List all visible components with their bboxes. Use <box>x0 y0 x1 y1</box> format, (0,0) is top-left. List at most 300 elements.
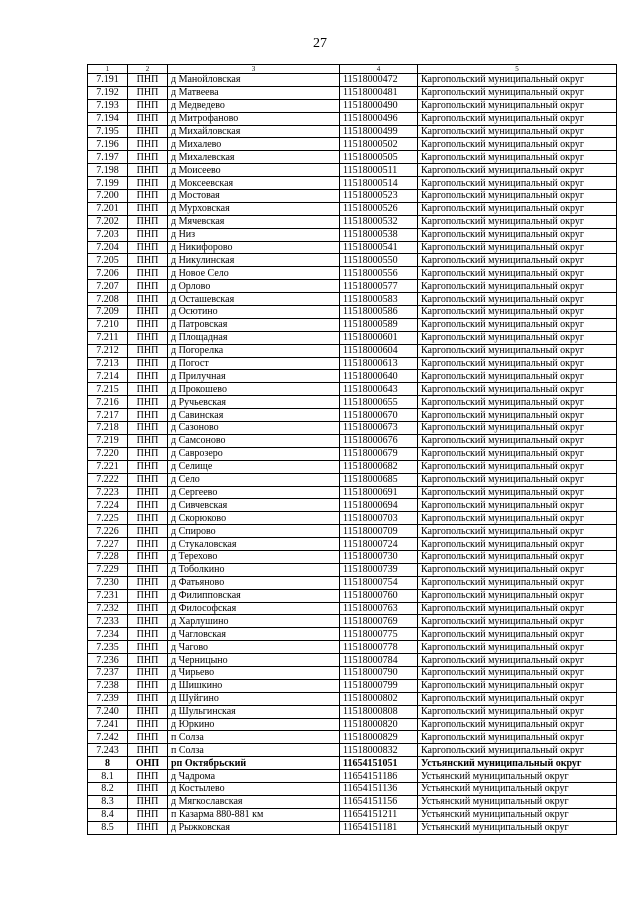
municipal-district-cell: Каргопольский муниципальный округ <box>418 293 617 306</box>
oktmo-code-cell: 11518000820 <box>340 718 418 731</box>
municipal-district-cell: Каргопольский муниципальный округ <box>418 512 617 525</box>
settlement-name-cell: д Философская <box>168 602 340 615</box>
row-number-cell: 7.207 <box>88 280 128 293</box>
oktmo-code-cell: 11518000550 <box>340 254 418 267</box>
settlement-kind-cell: ПНП <box>128 306 168 319</box>
settlement-kind-cell: ПНП <box>128 177 168 190</box>
table-row <box>88 280 617 293</box>
row-number-cell: 7.199 <box>88 177 128 190</box>
municipal-district-cell: Каргопольский муниципальный округ <box>418 679 617 692</box>
municipal-district-cell: Каргопольский муниципальный округ <box>418 473 617 486</box>
oktmo-code-cell: 11518000754 <box>340 576 418 589</box>
oktmo-code-cell: 11654151156 <box>340 795 418 808</box>
settlement-name-cell: д Михайловская <box>168 125 340 138</box>
table-row <box>88 357 617 370</box>
table-row <box>88 318 617 331</box>
settlement-name-cell: д Осютино <box>168 306 340 319</box>
settlement-name-cell: д Скорюково <box>168 512 340 525</box>
settlement-name-cell: д Шишкино <box>168 679 340 692</box>
municipal-district-cell: Каргопольский муниципальный округ <box>418 267 617 280</box>
oktmo-code-cell: 11518000490 <box>340 99 418 112</box>
settlement-kind-cell: ПНП <box>128 731 168 744</box>
municipal-district-cell: Каргопольский муниципальный округ <box>418 705 617 718</box>
table-row <box>88 705 617 718</box>
settlement-name-cell: д Погост <box>168 357 340 370</box>
municipal-district-cell: Каргопольский муниципальный округ <box>418 241 617 254</box>
settlement-kind-cell: ПНП <box>128 190 168 203</box>
settlement-kind-cell: ПНП <box>128 821 168 834</box>
settlement-name-cell: д Моисеево <box>168 164 340 177</box>
row-number-cell: 7.214 <box>88 370 128 383</box>
settlement-name-cell: д Саврозеро <box>168 447 340 460</box>
row-number-cell: 7.221 <box>88 460 128 473</box>
settlement-name-cell: д Мягкославская <box>168 795 340 808</box>
settlement-name-cell: д Прилучная <box>168 370 340 383</box>
municipal-district-cell: Каргопольский муниципальный округ <box>418 370 617 383</box>
oktmo-code-cell: 11654151186 <box>340 770 418 783</box>
oktmo-code-cell: 11518000679 <box>340 447 418 460</box>
row-number-cell: 7.215 <box>88 383 128 396</box>
municipal-district-cell: Устьянский муниципальный округ <box>418 795 617 808</box>
row-number-cell: 7.195 <box>88 125 128 138</box>
settlement-name-cell: д Чадрома <box>168 770 340 783</box>
settlement-name-cell: д Орлово <box>168 280 340 293</box>
settlement-kind-cell: ПНП <box>128 254 168 267</box>
settlement-kind-cell: ПНП <box>128 396 168 409</box>
row-number-cell: 7.218 <box>88 422 128 435</box>
settlement-name-cell: п Солза <box>168 731 340 744</box>
table-row <box>88 370 617 383</box>
row-number-cell: 7.241 <box>88 718 128 731</box>
settlement-name-cell: д Чагово <box>168 641 340 654</box>
row-number-cell: 7.238 <box>88 679 128 692</box>
municipal-district-cell: Каргопольский муниципальный округ <box>418 460 617 473</box>
settlement-name-cell: д Чирьево <box>168 666 340 679</box>
settlement-name-cell: д Низ <box>168 228 340 241</box>
settlement-name-cell: д Спирово <box>168 525 340 538</box>
oktmo-code-cell: 11518000703 <box>340 512 418 525</box>
table-row <box>88 744 617 757</box>
oktmo-code-cell: 11518000583 <box>340 293 418 306</box>
row-number-cell: 7.240 <box>88 705 128 718</box>
municipal-district-cell: Каргопольский муниципальный округ <box>418 383 617 396</box>
table-row <box>88 808 617 821</box>
table-row <box>88 331 617 344</box>
oktmo-code-cell: 11518000502 <box>340 138 418 151</box>
table-row <box>88 434 617 447</box>
table-row <box>88 473 617 486</box>
row-number-cell: 7.216 <box>88 396 128 409</box>
table-row <box>88 125 617 138</box>
settlement-kind-cell: ПНП <box>128 344 168 357</box>
table-row <box>88 692 617 705</box>
municipal-district-cell: Каргопольский муниципальный округ <box>418 409 617 422</box>
table-row <box>88 602 617 615</box>
settlement-name-cell: д Моксеевская <box>168 177 340 190</box>
settlement-name-cell: д Рыжковская <box>168 821 340 834</box>
row-number-cell: 7.231 <box>88 589 128 602</box>
settlement-kind-cell: ПНП <box>128 602 168 615</box>
municipal-district-cell: Каргопольский муниципальный округ <box>418 151 617 164</box>
column-header-2: 2 <box>128 65 168 74</box>
municipal-district-cell: Каргопольский муниципальный округ <box>418 602 617 615</box>
settlement-name-cell: д Самсоново <box>168 434 340 447</box>
municipal-district-cell: Каргопольский муниципальный округ <box>418 344 617 357</box>
row-number-cell: 7.222 <box>88 473 128 486</box>
settlement-name-cell: д Шуйгино <box>168 692 340 705</box>
table-row <box>88 409 617 422</box>
oktmo-code-cell: 11518000472 <box>340 74 418 87</box>
settlement-name-cell: д Матвеева <box>168 86 340 99</box>
settlement-kind-cell: ПНП <box>128 525 168 538</box>
table-row <box>88 770 617 783</box>
settlement-kind-cell: ПНП <box>128 202 168 215</box>
municipal-district-cell: Каргопольский муниципальный округ <box>418 486 617 499</box>
row-number-cell: 7.209 <box>88 306 128 319</box>
municipal-district-cell: Каргопольский муниципальный округ <box>418 306 617 319</box>
row-number-cell: 7.212 <box>88 344 128 357</box>
settlement-name-cell: д Чагловская <box>168 628 340 641</box>
settlement-kind-cell: ПНП <box>128 486 168 499</box>
table-row <box>88 202 617 215</box>
table-row <box>88 628 617 641</box>
page-number: 27 <box>313 36 327 51</box>
municipal-district-cell: Каргопольский муниципальный округ <box>418 731 617 744</box>
row-number-cell: 8.5 <box>88 821 128 834</box>
settlement-kind-cell: ПНП <box>128 795 168 808</box>
settlement-kind-cell: ПНП <box>128 782 168 795</box>
oktmo-code-cell: 11518000589 <box>340 318 418 331</box>
settlement-name-cell: д Прокошево <box>168 383 340 396</box>
municipal-district-cell: Каргопольский муниципальный округ <box>418 563 617 576</box>
oktmo-code-cell: 11518000832 <box>340 744 418 757</box>
row-number-cell: 7.201 <box>88 202 128 215</box>
settlement-kind-cell: ПНП <box>128 770 168 783</box>
table-row <box>88 74 617 87</box>
table-row <box>88 447 617 460</box>
row-number-cell: 7.220 <box>88 447 128 460</box>
oktmo-code-cell: 11518000685 <box>340 473 418 486</box>
settlement-kind-cell: ПНП <box>128 744 168 757</box>
settlement-kind-cell: ПНП <box>128 409 168 422</box>
municipal-district-cell: Каргопольский муниципальный округ <box>418 99 617 112</box>
row-number-cell: 7.234 <box>88 628 128 641</box>
row-number-cell: 7.229 <box>88 563 128 576</box>
table-row <box>88 731 617 744</box>
settlement-name-cell: д Сергеево <box>168 486 340 499</box>
municipal-district-cell: Каргопольский муниципальный округ <box>418 125 617 138</box>
table-row <box>88 383 617 396</box>
table-row <box>88 641 617 654</box>
row-number-cell: 7.239 <box>88 692 128 705</box>
municipal-district-cell: Каргопольский муниципальный округ <box>418 744 617 757</box>
row-number-cell: 7.193 <box>88 99 128 112</box>
row-number-cell: 7.196 <box>88 138 128 151</box>
table-header <box>88 65 617 74</box>
table-row <box>88 589 617 602</box>
municipal-district-cell: Каргопольский муниципальный округ <box>418 641 617 654</box>
settlement-kind-cell: ПНП <box>128 331 168 344</box>
settlement-kind-cell: ПНП <box>128 138 168 151</box>
settlement-kind-cell: ПНП <box>128 615 168 628</box>
oktmo-code-cell: 11654151051 <box>340 757 418 770</box>
row-number-cell: 8.1 <box>88 770 128 783</box>
oktmo-code-cell: 11518000763 <box>340 602 418 615</box>
settlement-kind-cell: ПНП <box>128 280 168 293</box>
oktmo-code-cell: 11654151136 <box>340 782 418 795</box>
table-row <box>88 538 617 551</box>
settlement-name-cell: д Савинская <box>168 409 340 422</box>
settlement-name-cell: д Филипповская <box>168 589 340 602</box>
oktmo-code-cell: 11518000604 <box>340 344 418 357</box>
oktmo-code-cell: 11518000769 <box>340 615 418 628</box>
settlement-name-cell: д Шульгинская <box>168 705 340 718</box>
table-row <box>88 679 617 692</box>
oktmo-code-cell: 11518000577 <box>340 280 418 293</box>
table-row <box>88 757 617 770</box>
column-header-1: 1 <box>88 65 128 74</box>
oktmo-code-cell: 11518000640 <box>340 370 418 383</box>
column-header-3: 3 <box>168 65 340 74</box>
settlement-kind-cell: ПНП <box>128 267 168 280</box>
row-number-cell: 8.3 <box>88 795 128 808</box>
settlement-name-cell: д Михалевская <box>168 151 340 164</box>
row-number-cell: 7.211 <box>88 331 128 344</box>
row-number-cell: 7.235 <box>88 641 128 654</box>
table-row <box>88 615 617 628</box>
oktmo-code-cell: 11518000655 <box>340 396 418 409</box>
municipal-district-cell: Каргопольский муниципальный округ <box>418 112 617 125</box>
settlement-kind-cell: ПНП <box>128 473 168 486</box>
settlement-kind-cell: ПНП <box>128 538 168 551</box>
settlement-kind-cell: ПНП <box>128 357 168 370</box>
row-number-cell: 7.213 <box>88 357 128 370</box>
settlement-name-cell: д Михалево <box>168 138 340 151</box>
table-row <box>88 164 617 177</box>
municipal-district-cell: Каргопольский муниципальный округ <box>418 434 617 447</box>
settlement-kind-cell: ПНП <box>128 576 168 589</box>
table-row <box>88 821 617 834</box>
table-row <box>88 228 617 241</box>
settlement-kind-cell: ПНП <box>128 164 168 177</box>
municipal-district-cell: Каргопольский муниципальный округ <box>418 538 617 551</box>
row-number-cell: 7.197 <box>88 151 128 164</box>
settlement-kind-cell: ПНП <box>128 125 168 138</box>
settlement-name-cell: д Мурховская <box>168 202 340 215</box>
settlement-name-cell: д Тоболкино <box>168 563 340 576</box>
column-header-4: 4 <box>340 65 418 74</box>
settlement-kind-cell: ПНП <box>128 563 168 576</box>
table-row <box>88 460 617 473</box>
row-number-cell: 7.233 <box>88 615 128 628</box>
settlement-kind-cell: ПНП <box>128 460 168 473</box>
settlement-kind-cell: ПНП <box>128 215 168 228</box>
oktmo-code-cell: 11518000829 <box>340 731 418 744</box>
settlement-name-cell: д Осташевская <box>168 293 340 306</box>
settlement-name-cell: д Сазоново <box>168 422 340 435</box>
settlement-kind-cell: ПНП <box>128 99 168 112</box>
row-number-cell: 7.204 <box>88 241 128 254</box>
row-number-cell: 8.2 <box>88 782 128 795</box>
settlement-kind-cell: ПНП <box>128 112 168 125</box>
row-number-cell: 8 <box>88 757 128 770</box>
municipal-district-cell: Каргопольский муниципальный округ <box>418 280 617 293</box>
settlement-name-cell: д Юркино <box>168 718 340 731</box>
settlement-name-cell: рп Октябрьский <box>168 757 340 770</box>
municipal-district-cell: Каргопольский муниципальный округ <box>418 357 617 370</box>
municipal-district-cell: Каргопольский муниципальный округ <box>418 628 617 641</box>
municipal-district-cell: Каргопольский муниципальный округ <box>418 318 617 331</box>
settlement-name-cell: д Медведево <box>168 99 340 112</box>
oktmo-code-cell: 11518000784 <box>340 654 418 667</box>
oktmo-code-cell: 11518000739 <box>340 563 418 576</box>
municipal-district-cell: Устьянский муниципальный округ <box>418 757 617 770</box>
municipal-district-cell: Каргопольский муниципальный округ <box>418 177 617 190</box>
table-row <box>88 550 617 563</box>
row-number-cell: 7.192 <box>88 86 128 99</box>
row-number-cell: 7.243 <box>88 744 128 757</box>
oktmo-code-cell: 11518000724 <box>340 538 418 551</box>
oktmo-code-cell: 11518000556 <box>340 267 418 280</box>
settlement-kind-cell: ПНП <box>128 718 168 731</box>
oktmo-code-cell: 11518000694 <box>340 499 418 512</box>
municipal-district-cell: Устьянский муниципальный округ <box>418 808 617 821</box>
row-number-cell: 7.194 <box>88 112 128 125</box>
table-row <box>88 190 617 203</box>
settlement-kind-cell: ПНП <box>128 370 168 383</box>
row-number-cell: 7.232 <box>88 602 128 615</box>
row-number-cell: 7.191 <box>88 74 128 87</box>
table-row <box>88 293 617 306</box>
settlement-kind-cell: ПНП <box>128 512 168 525</box>
settlement-name-cell: д Новое Село <box>168 267 340 280</box>
table-row <box>88 525 617 538</box>
settlement-kind-cell: ПНП <box>128 666 168 679</box>
oktmo-code-cell: 11518000514 <box>340 177 418 190</box>
municipal-district-cell: Каргопольский муниципальный округ <box>418 190 617 203</box>
settlement-kind-cell: ПНП <box>128 241 168 254</box>
municipal-district-cell: Каргопольский муниципальный округ <box>418 86 617 99</box>
settlement-kind-cell: ПНП <box>128 499 168 512</box>
table-row <box>88 86 617 99</box>
row-number-cell: 7.242 <box>88 731 128 744</box>
oktmo-code-cell: 11518000511 <box>340 164 418 177</box>
row-number-cell: 7.219 <box>88 434 128 447</box>
table-row <box>88 422 617 435</box>
table-row <box>88 486 617 499</box>
oktmo-code-cell: 11518000643 <box>340 383 418 396</box>
table-row <box>88 512 617 525</box>
row-number-cell: 7.202 <box>88 215 128 228</box>
municipal-district-cell: Каргопольский муниципальный округ <box>418 202 617 215</box>
row-number-cell: 7.236 <box>88 654 128 667</box>
settlement-kind-cell: ПНП <box>128 589 168 602</box>
settlement-name-cell: д Ручьевская <box>168 396 340 409</box>
row-number-cell: 7.230 <box>88 576 128 589</box>
row-number-cell: 7.224 <box>88 499 128 512</box>
column-header-5: 5 <box>418 65 617 74</box>
row-number-cell: 7.226 <box>88 525 128 538</box>
settlement-name-cell: п Солза <box>168 744 340 757</box>
settlement-name-cell: д Никифорово <box>168 241 340 254</box>
table-row <box>88 782 617 795</box>
oktmo-code-cell: 11518000682 <box>340 460 418 473</box>
oktmo-code-cell: 11518000523 <box>340 190 418 203</box>
table-row <box>88 795 617 808</box>
municipal-district-cell: Каргопольский муниципальный округ <box>418 331 617 344</box>
table-row <box>88 396 617 409</box>
settlement-name-cell: д Костылево <box>168 782 340 795</box>
municipal-district-cell: Каргопольский муниципальный округ <box>418 692 617 705</box>
settlement-name-cell: д Селище <box>168 460 340 473</box>
settlement-kind-cell: ПНП <box>128 86 168 99</box>
oktmo-code-cell: 11654151211 <box>340 808 418 821</box>
oktmo-code-cell: 11518000505 <box>340 151 418 164</box>
municipal-district-cell: Каргопольский муниципальный округ <box>418 228 617 241</box>
settlement-kind-cell: ПНП <box>128 422 168 435</box>
oktmo-code-cell: 11518000799 <box>340 679 418 692</box>
table-row <box>88 499 617 512</box>
oktmo-code-cell: 11518000673 <box>340 422 418 435</box>
municipal-district-cell: Каргопольский муниципальный округ <box>418 550 617 563</box>
oktmo-code-cell: 11518000790 <box>340 666 418 679</box>
settlement-kind-cell: ПНП <box>128 628 168 641</box>
settlement-kind-cell: ПНП <box>128 293 168 306</box>
settlement-kind-cell: ПНП <box>128 434 168 447</box>
settlement-name-cell: д Погорелка <box>168 344 340 357</box>
settlement-kind-cell: ПНП <box>128 705 168 718</box>
row-number-cell: 7.203 <box>88 228 128 241</box>
municipal-district-cell: Каргопольский муниципальный округ <box>418 499 617 512</box>
municipal-district-cell: Каргопольский муниципальный округ <box>418 215 617 228</box>
municipal-district-cell: Каргопольский муниципальный округ <box>418 396 617 409</box>
row-number-cell: 7.227 <box>88 538 128 551</box>
settlement-kind-cell: ПНП <box>128 447 168 460</box>
oktmo-code-cell: 11518000499 <box>340 125 418 138</box>
table-row <box>88 241 617 254</box>
oktmo-code-cell: 11518000709 <box>340 525 418 538</box>
table-row <box>88 666 617 679</box>
oktmo-code-cell: 11518000775 <box>340 628 418 641</box>
settlement-name-cell: д Харлушино <box>168 615 340 628</box>
municipal-district-cell: Каргопольский муниципальный округ <box>418 422 617 435</box>
municipal-district-cell: Каргопольский муниципальный округ <box>418 525 617 538</box>
table-row <box>88 138 617 151</box>
settlement-name-cell: д Фатьяново <box>168 576 340 589</box>
municipal-district-cell: Каргопольский муниципальный округ <box>418 718 617 731</box>
row-number-cell: 7.200 <box>88 190 128 203</box>
settlement-kind-cell: ПНП <box>128 641 168 654</box>
oktmo-code-cell: 11518000778 <box>340 641 418 654</box>
settlement-name-cell: д Никулинская <box>168 254 340 267</box>
settlement-name-cell: д Митрофаново <box>168 112 340 125</box>
table-row <box>88 151 617 164</box>
settlement-kind-cell: ПНП <box>128 151 168 164</box>
municipal-district-cell: Устьянский муниципальный округ <box>418 782 617 795</box>
settlement-kind-cell: ПНП <box>128 550 168 563</box>
settlement-kind-cell: ПНП <box>128 74 168 87</box>
row-number-cell: 7.223 <box>88 486 128 499</box>
settlement-name-cell: д Село <box>168 473 340 486</box>
row-number-cell: 7.228 <box>88 550 128 563</box>
settlement-name-cell: д Мостовая <box>168 190 340 203</box>
table-row <box>88 112 617 125</box>
settlement-name-cell: д Стукаловская <box>168 538 340 551</box>
oktmo-code-cell: 11518000730 <box>340 550 418 563</box>
row-number-cell: 7.198 <box>88 164 128 177</box>
settlement-kind-cell: ПНП <box>128 808 168 821</box>
oktmo-code-cell: 11518000691 <box>340 486 418 499</box>
